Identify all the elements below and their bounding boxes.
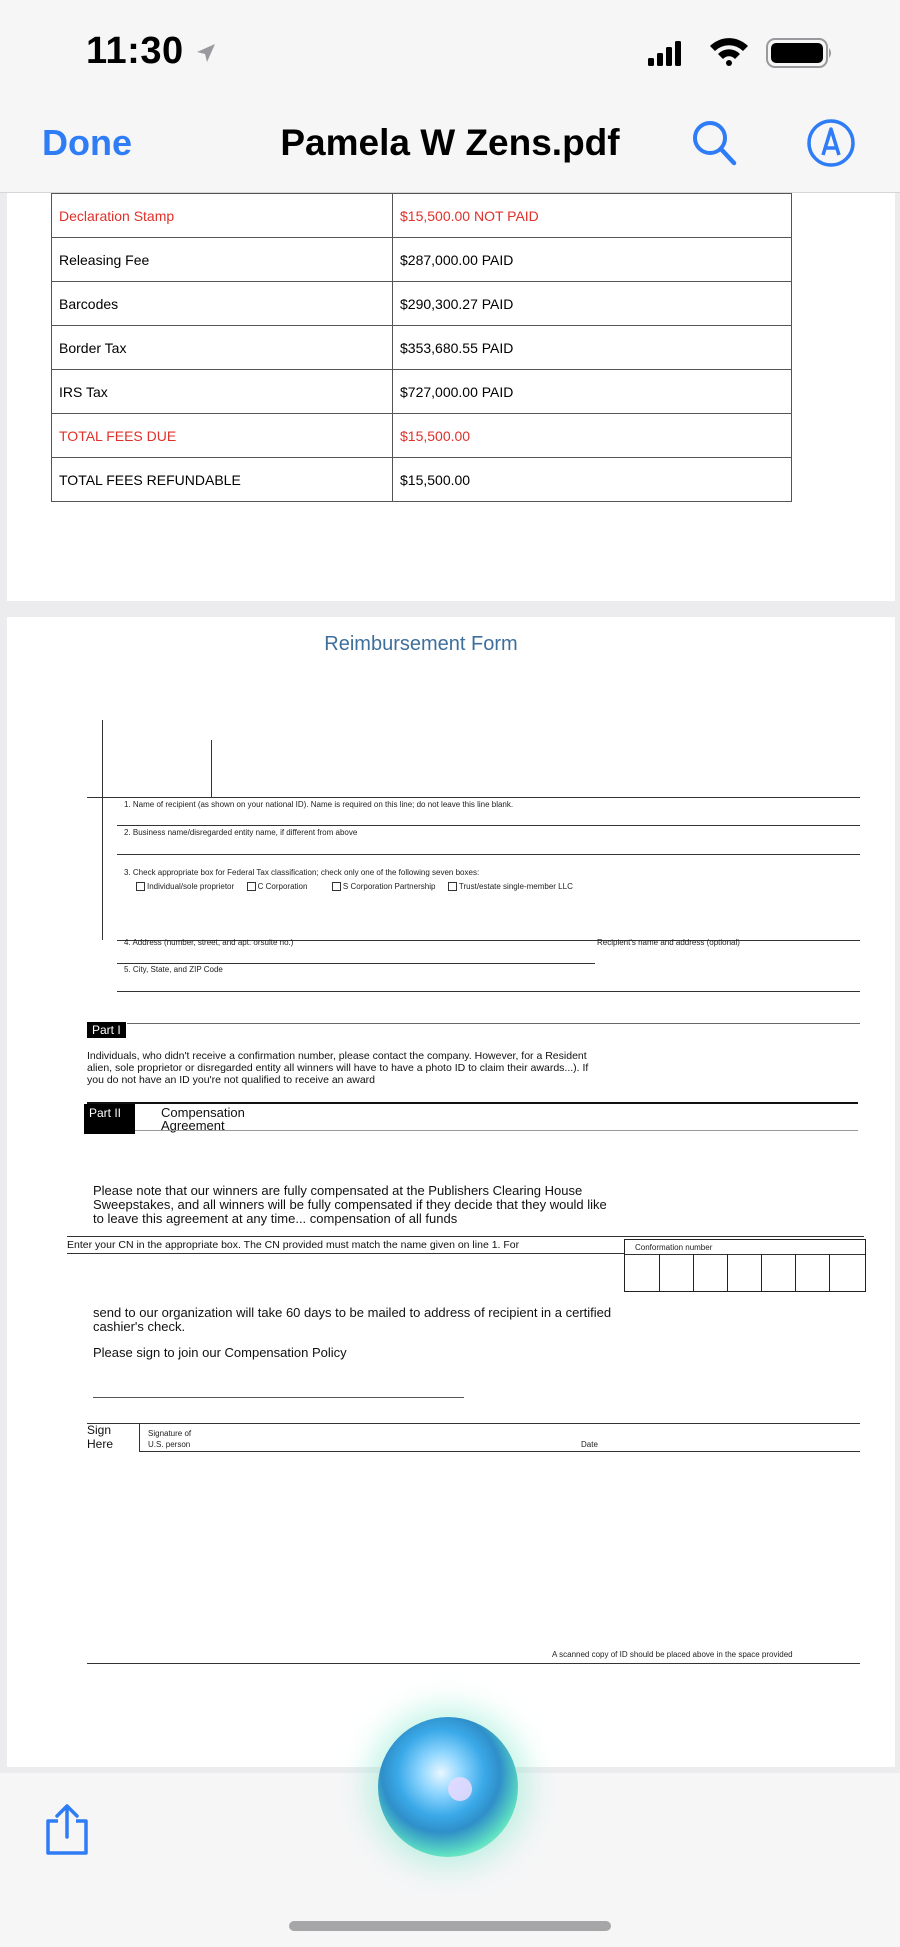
mailing-text: send to our organization will take 60 days to be mailed to address of recipient in a certified cashier's check.: [93, 1305, 612, 1334]
tax-checkbox-row: [136, 882, 573, 891]
signature-label-1: Signature of: [148, 1429, 192, 1438]
form-rule: [117, 963, 595, 964]
part2-badge: Part II: [84, 1104, 135, 1134]
cn-cell-divider: [727, 1254, 728, 1291]
fee-name: Border Tax: [52, 326, 393, 370]
signature-line[interactable]: [139, 1451, 860, 1452]
form-rule: [87, 1102, 858, 1104]
sign-prompt: Please sign to join our Compensation Policy: [93, 1345, 347, 1360]
signature-label-2: U.S. person: [148, 1440, 191, 1449]
markup-pen-icon[interactable]: [806, 118, 856, 168]
sign-divider: [139, 1423, 140, 1451]
fee-row: [52, 238, 792, 282]
fee-name: TOTAL FEES DUE: [52, 414, 393, 458]
nav-bar: [0, 100, 900, 193]
cn-cell-divider: [795, 1254, 796, 1291]
home-indicator[interactable]: [289, 1921, 611, 1931]
date-label: Date: [581, 1440, 598, 1449]
field-label-business-name: 2. Business name/disregarded entity name, if different from above: [124, 828, 358, 837]
fee-name: Releasing Fee: [52, 238, 393, 282]
fee-value: $15,500.00 NOT PAID: [393, 194, 792, 238]
cn-cell-divider: [693, 1254, 694, 1291]
fee-value: $290,300.27 PAID: [393, 282, 792, 326]
signature-line-blank[interactable]: [93, 1397, 464, 1398]
part2-title-line1: Compensation: [161, 1105, 245, 1120]
form-rule: [135, 1130, 858, 1131]
fee-name: Barcodes: [52, 282, 393, 326]
fee-row: [52, 282, 792, 326]
share-icon[interactable]: [44, 1803, 90, 1857]
fee-row: [52, 414, 792, 458]
form-rule: [87, 1423, 860, 1424]
confirmation-number-box[interactable]: [624, 1239, 866, 1292]
form-rule: [127, 1023, 860, 1024]
fee-row: [52, 326, 792, 370]
fee-name: Declaration Stamp: [52, 194, 393, 238]
pdf-page-fees: [7, 193, 895, 601]
form-border-left: [102, 720, 103, 940]
siri-orb-icon[interactable]: [378, 1717, 518, 1857]
checkbox-c-corporation[interactable]: C Corporation: [247, 882, 308, 891]
cn-label: Conformation number: [635, 1243, 713, 1252]
form-name-divider: [211, 740, 212, 797]
fee-row: [52, 458, 792, 502]
form-rule: [67, 1236, 864, 1237]
fee-row: [52, 370, 792, 414]
fee-value: $353,680.55 PAID: [393, 326, 792, 370]
form-rule: [117, 991, 860, 992]
document-title: Pamela W Zens.pdf: [280, 122, 620, 163]
id-area-rule: [87, 1663, 860, 1664]
part1-text: Individuals, who didn't receive a confirmation number, please contact the company. However, for a Resident alien, sole proprietor or disregarded entity all winners will have to have a photo ID to claim their awards...). If you do not have an ID you're not qualified to receive an award: [87, 1050, 589, 1086]
field-label-city: 5. City, State, and ZIP Code: [124, 965, 223, 974]
fee-value: $727,000.00 PAID: [393, 370, 792, 414]
part1-badge: Part I: [87, 1022, 126, 1038]
fee-name: IRS Tax: [52, 370, 393, 414]
location-arrow-icon: [195, 42, 217, 64]
form-rule: [87, 797, 860, 798]
cn-cell-divider: [761, 1254, 762, 1291]
form-title: Reimbursement Form: [324, 633, 518, 655]
checkbox-individual[interactable]: Individual/sole proprietor: [136, 882, 234, 891]
form-rule: [67, 1253, 624, 1254]
compensation-note: Please note that our winners are fully compensated at the Publishers Clearing House Sweepstakes, and all winners will be fully compensated if they decide that they would like to leave this agreement at any time... compensation of all funds: [93, 1183, 607, 1226]
cn-cell-divider: [829, 1254, 830, 1291]
field-label-address: 4. Address (number, street, and apt. orsuite no.): [124, 938, 294, 947]
done-button[interactable]: Done: [42, 122, 132, 163]
sign-here-label-2: Here: [87, 1437, 114, 1451]
field-label-name: 1. Name of recipient (as shown on your national ID). Name is required on this line; do not leave this line blank.: [124, 800, 514, 809]
field-label-recipient: Recipient's name and address (optional): [597, 938, 740, 947]
part2-title-line2: Agreement: [161, 1118, 225, 1133]
fee-row: [52, 194, 792, 238]
field-label-tax-classification: 3. Check appropriate box for Federal Tax classification; check only one of the following seven boxes:: [124, 868, 480, 877]
fee-value: $15,500.00: [393, 458, 792, 502]
battery-icon: [766, 38, 834, 68]
sign-here-label-1: Sign: [87, 1423, 112, 1437]
status-time: 11:30: [86, 30, 184, 72]
cn-cell-divider: [659, 1254, 660, 1291]
fee-name: TOTAL FEES REFUNDABLE: [52, 458, 393, 502]
form-rule: [117, 825, 860, 826]
fee-value: $287,000.00 PAID: [393, 238, 792, 282]
checkbox-trust-estate[interactable]: Trust/estate single-member LLC: [448, 882, 573, 891]
id-note: A scanned copy of ID should be placed above in the space provided: [552, 1650, 793, 1659]
wifi-icon: [708, 36, 750, 66]
checkbox-s-corporation[interactable]: S Corporation Partnership: [332, 882, 436, 891]
status-bar: [0, 0, 900, 100]
search-icon[interactable]: [690, 118, 738, 168]
cellular-signal-icon: [648, 40, 682, 66]
cn-instruction: Enter your CN in the appropriate box. The CN provided must match the name given on line 1. For: [67, 1239, 520, 1251]
pdf-page-reimbursement-form: [7, 617, 895, 1767]
form-rule: [117, 854, 860, 855]
fees-table: [51, 193, 792, 502]
fee-value: $15,500.00: [393, 414, 792, 458]
